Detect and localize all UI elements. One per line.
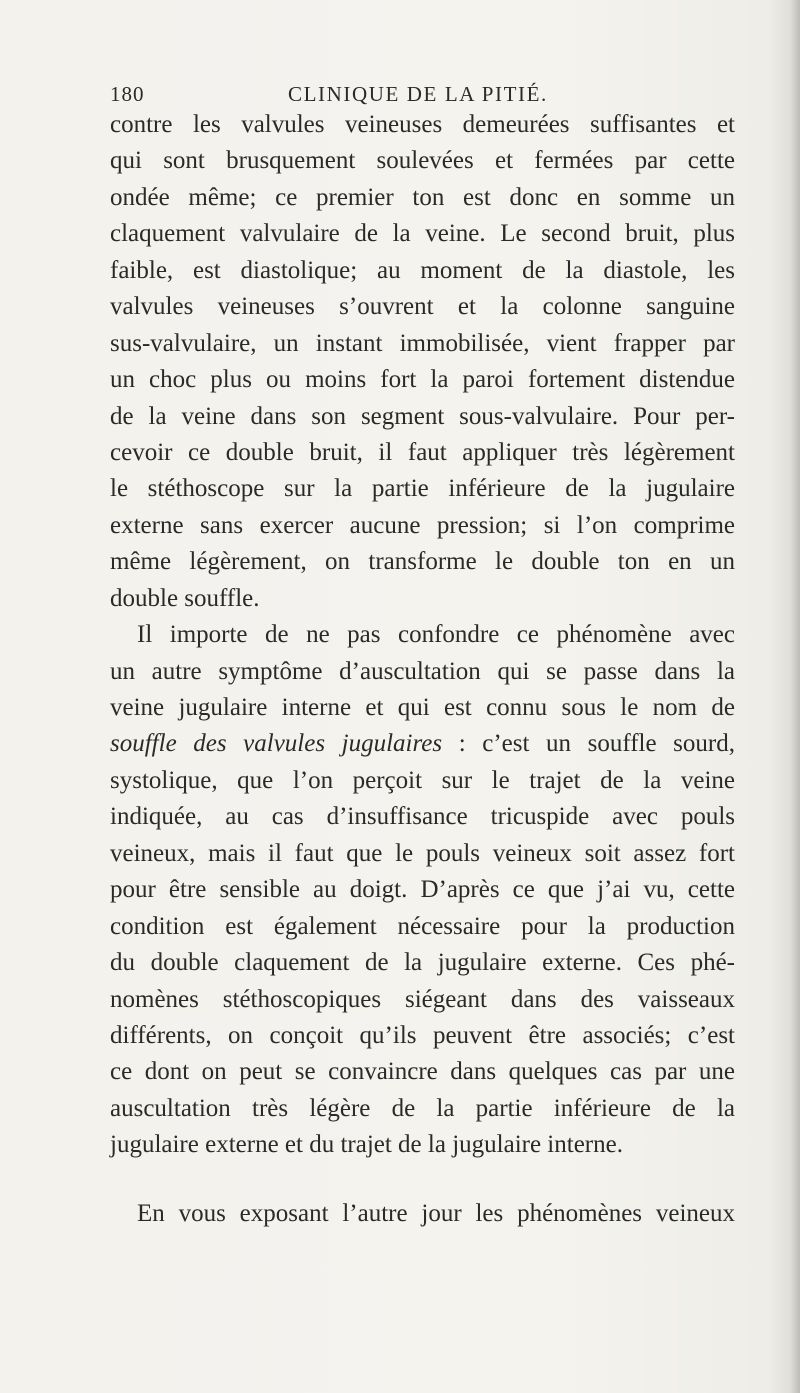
text-line: différents, on conçoit qu’ils peuvent être associés; c’est	[110, 1021, 735, 1049]
body-text	[110, 107, 735, 1232]
text-line: systolique, que l’on perçoit sur le trajet de la veine	[110, 766, 735, 794]
text-line: pour être sensible au doigt. D’après ce que j’ai vu, cette	[110, 876, 735, 904]
text-line: ondée même; ce premier ton est donc en somme un	[110, 183, 735, 211]
text-line: indiquée, au cas d’insuffisance tricuspide avec pouls	[110, 803, 735, 831]
text-line: veineux, mais il faut que le pouls veineux soit assez fort	[110, 839, 735, 867]
running-title: CLINIQUE DE LA PITIÉ.	[288, 82, 548, 106]
text-line: ce dont on peut se convaincre dans quelques cas par une	[110, 1058, 735, 1086]
text-line: le stéthoscope sur la partie inférieure de la jugulaire	[110, 475, 735, 503]
paragraph-start-line: Il importe de ne pas confondre ce phénomène avec	[137, 621, 735, 649]
text-line: veine jugulaire interne et qui est connu sous le nom de	[110, 694, 735, 721]
text-line: claquement valvulaire de la veine. Le second bruit, plus	[110, 220, 735, 248]
page-number: 180	[110, 82, 145, 106]
page-edge-shadow	[790, 0, 800, 1393]
text-line: externe sans exercer aucune pression; si l’on comprime	[110, 511, 735, 539]
paragraph-end-line: jugulaire externe et du trajet de la jugulaire interne.	[110, 1131, 623, 1159]
text-line: contre les valvules veineuses demeurées suffisantes et	[110, 111, 735, 138]
text-line: auscultation très légère de la partie inférieure de la	[110, 1094, 735, 1122]
text-line: même légèrement, on transforme le double ton en un	[110, 548, 735, 576]
text-line: condition est également nécessaire pour la production	[110, 912, 735, 940]
text-line: faible, est diastolique; au moment de la diastole, les	[110, 256, 735, 284]
text-line: nomènes stéthoscopiques siégeant dans des vaisseaux	[110, 985, 735, 1013]
text-run: : c’est un souffle sourd,	[442, 730, 735, 758]
paragraph-start-line: En vous exposant l’autre jour les phénomènes veineux	[137, 1199, 735, 1227]
paragraph-end-line: double souffle.	[110, 584, 260, 612]
text-line: du double claquement de la jugulaire externe. Ces phé-	[110, 949, 735, 977]
text-line: valvules veineuses s’ouvrent et la colonne sanguine	[110, 293, 735, 321]
italic-term: souffle des valvules jugulaires	[110, 730, 443, 758]
text-line: qui sont brusquement soulevées et fermées par cette	[110, 147, 735, 175]
text-line: sus-valvulaire, un instant immobilisée, vient frapper par	[110, 329, 735, 357]
text-line: de la veine dans son segment sous-valvulaire. Pour per-	[110, 402, 735, 430]
text-line: un autre symptôme d’auscultation qui se passe dans la	[110, 657, 735, 685]
text-line	[110, 726, 735, 762]
text-line: cevoir ce double bruit, il faut appliquer très légèrement	[110, 438, 735, 466]
text-line: un choc plus ou moins fort la paroi fortement distendue	[110, 366, 735, 394]
